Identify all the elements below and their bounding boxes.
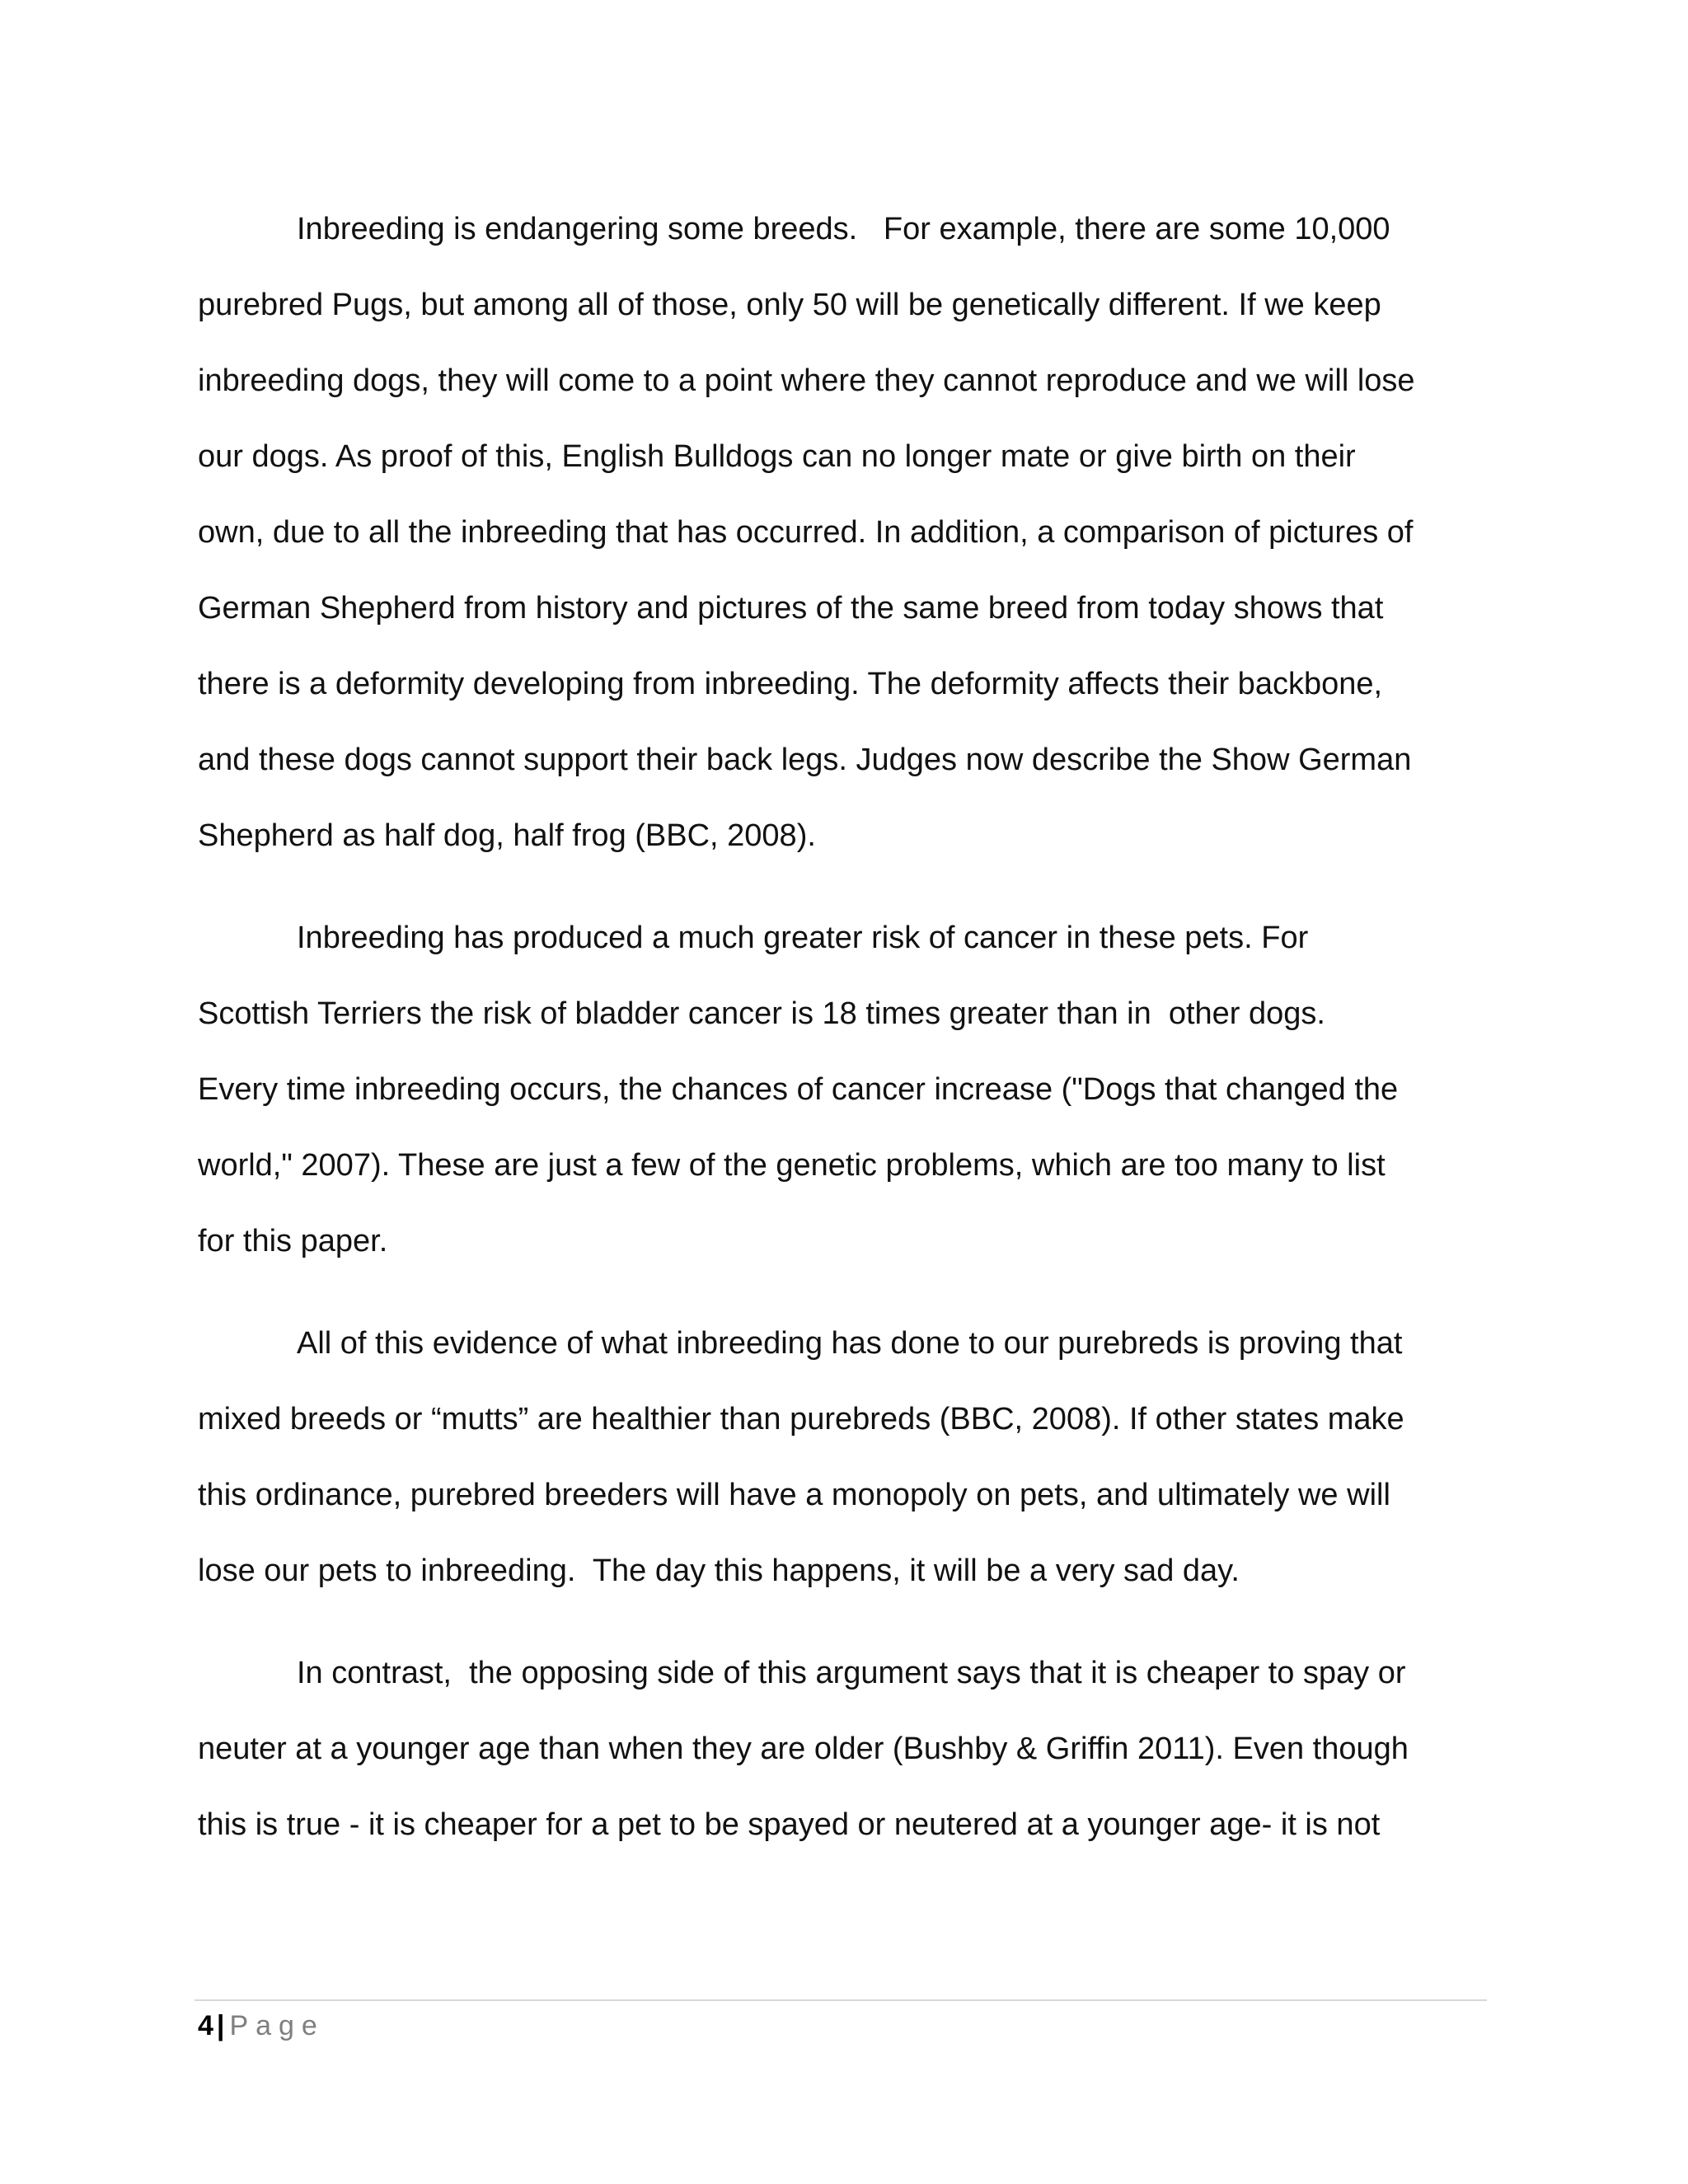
page-number: 4 [198, 2010, 213, 2041]
text-line: Inbreeding has produced a much greater risk of cancer in these pets. For [297, 921, 1309, 955]
text-line: In contrast, the opposing side of this argument says that it is cheaper to spay or [297, 1656, 1406, 1690]
text-line: purebred Pugs, but among all of those, only 50 will be genetically different. If we keep [198, 288, 1381, 322]
text-line: neuter at a younger age than when they are older (Bushby & Griffin 2011). Even though [198, 1732, 1409, 1766]
text-line: Every time inbreeding occurs, the chances of cancer increase ("Dogs that changed the [198, 1072, 1399, 1107]
text-line: there is a deformity developing from inbreeding. The deformity affects their backbone, [198, 667, 1383, 701]
text-line: for this paper. [198, 1224, 388, 1258]
text-line: German Shepherd from history and pictures of the same breed from today shows that [198, 591, 1384, 626]
text-line: Shepherd as half dog, half frog (BBC, 2008). [198, 818, 816, 853]
text-line: this is true - it is cheaper for a pet to be spayed or neutered at a younger age- it is not [198, 1807, 1381, 1842]
text-line: this ordinance, purebred breeders will have a monopoly on pets, and ultimately we will [198, 1478, 1390, 1512]
footer-divider [195, 1999, 1487, 2001]
text-line: Scottish Terriers the risk of bladder cancer is 18 times greater than in other dogs. [198, 996, 1325, 1031]
text-line: lose our pets to inbreeding. The day this happens, it will be a very sad day. [198, 1554, 1240, 1588]
page-label: Page [229, 2010, 325, 2041]
text-line: world," 2007). These are just a few of the genetic problems, which are too many to list [198, 1148, 1386, 1183]
text-line: All of this evidence of what inbreeding has done to our purebreds is proving that [297, 1326, 1403, 1361]
text-line: mixed breeds or “mutts” are healthier than purebreds (BBC, 2008). If other states make [198, 1402, 1404, 1436]
text-line: inbreeding dogs, they will come to a point where they cannot reproduce and we will lose [198, 363, 1415, 398]
text-line: and these dogs cannot support their back legs. Judges now describe the Show German [198, 743, 1412, 777]
paragraph-opposing-side [198, 1635, 1488, 1863]
paragraph-inbreeding-breeds [198, 191, 1488, 874]
document-body [198, 191, 1488, 1889]
text-line: our dogs. As proof of this, English Bulldogs can no longer mate or give birth on their [198, 439, 1356, 474]
paragraph-evidence-summary [198, 1305, 1488, 1609]
footer-separator: | [216, 2010, 225, 2041]
text-line: own, due to all the inbreeding that has occurred. In addition, a comparison of pictures of [198, 515, 1414, 550]
paragraph-cancer-risk [198, 900, 1488, 1279]
text-line: Inbreeding is endangering some breeds. For example, there are some 10,000 [297, 212, 1390, 246]
page-footer [198, 2001, 325, 2050]
